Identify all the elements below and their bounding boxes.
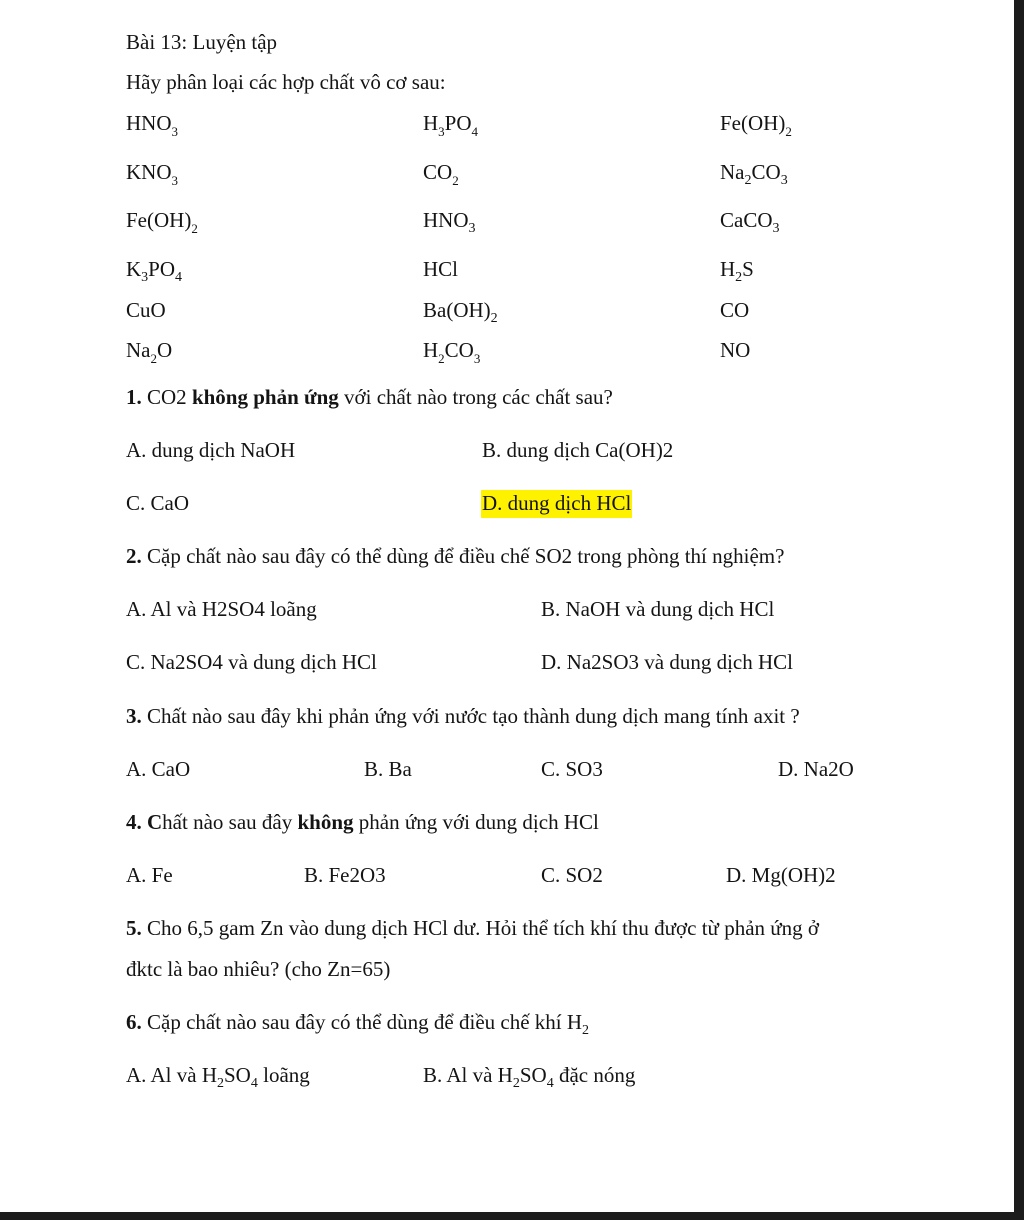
compound-hno3-b: $HNO_3$ <box>423 208 476 236</box>
q1-option-d-highlighted <box>481 493 632 514</box>
compound-na2o: $Na_2O$ <box>126 338 173 366</box>
q6-option-b: B. Al và $H_2SO_4$ đặc nóng <box>423 1063 636 1091</box>
q2-option-a: A. Al và H2SO4 loãng <box>126 597 317 621</box>
q4-option-d: D. Mg(OH)2 <box>726 863 836 887</box>
compound-no: NO <box>720 338 751 362</box>
compound-h3po4: $H_3PO_4$ <box>423 111 479 139</box>
compound-co2: $CO_2$ <box>423 160 459 188</box>
compound-h2s: $H_2S$ <box>720 257 754 285</box>
q4-option-a: A. Fe <box>126 863 173 887</box>
question-3: 3. Chất nào sau đây khi phản ứng với nước tạo thành dung dịch mang tính axit ? <box>126 704 800 728</box>
q6-option-a: A. Al và $H_2SO_4$ loãng <box>126 1063 310 1091</box>
highlight-mark: D. dung dịch HCl <box>481 490 632 518</box>
compound-na2co3: $Na_2CO_3$ <box>720 160 788 188</box>
q1-option-c: C. CaO <box>126 491 189 515</box>
question-5-line-2: đktc là bao nhiêu? (cho Zn=65) <box>126 957 391 981</box>
compound-cuo: CuO <box>126 298 166 322</box>
q4-option-c: C. SO2 <box>541 863 603 887</box>
compound-kno3: $KNO_3$ <box>126 160 178 188</box>
compound-k3po4: $K_3PO_4$ <box>126 257 183 285</box>
q2-option-b: B. NaOH và dung dịch HCl <box>541 597 775 621</box>
question-6: 6. Cặp chất nào sau đây có thể dùng để điều chế khí $H_2$ <box>126 1010 590 1038</box>
q4-option-b: B. Fe2O3 <box>304 863 386 887</box>
q3-option-a: A. CaO <box>126 757 191 781</box>
question-5-line-1: 5. Cho 6,5 gam Zn vào dung dịch HCl dư. Hỏi thể tích khí thu được từ phản ứng ở <box>126 916 819 940</box>
q3-option-b: B. Ba <box>364 757 412 781</box>
q1-option-a: A. dung dịch NaOH <box>126 438 296 462</box>
question-1: 1. CO2 không phản ứng với chất nào trong các chất sau? <box>126 385 613 409</box>
question-2: 2. Cặp chất nào sau đây có thể dùng để điều chế SO2 trong phòng thí nghiệm? <box>126 544 785 568</box>
intro-text: Hãy phân loại các hợp chất vô cơ sau: <box>126 70 446 94</box>
q2-option-d: D. Na2SO3 và dung dịch HCl <box>541 650 793 674</box>
compound-feoh2: $Fe(OH)_2$ <box>720 111 792 139</box>
compound-co: CO <box>720 298 750 322</box>
q3-option-c: C. SO3 <box>541 757 603 781</box>
compound-feoh2-b: $Fe(OH)_2$ <box>126 208 198 236</box>
compound-caco3: CaCO$_3$ <box>720 208 780 236</box>
q3-option-d: D. Na2O <box>778 757 854 781</box>
q2-option-c: C. Na2SO4 và dung dịch HCl <box>126 650 377 674</box>
compound-baoh2: $Ba(OH)_2$ <box>423 298 498 326</box>
q1-option-b: B. dung dịch Ca(OH)2 <box>482 438 674 462</box>
compound-hcl: HCl <box>423 257 459 281</box>
compound-hno3: $HNO_3$ <box>126 111 178 139</box>
question-4: 4. Chất nào sau đây không phản ứng với dung dịch HCl <box>126 810 599 834</box>
compound-h2co3: $H_2CO_3$ <box>423 338 481 366</box>
lesson-title: Bài 13: Luyện tập <box>126 30 278 54</box>
